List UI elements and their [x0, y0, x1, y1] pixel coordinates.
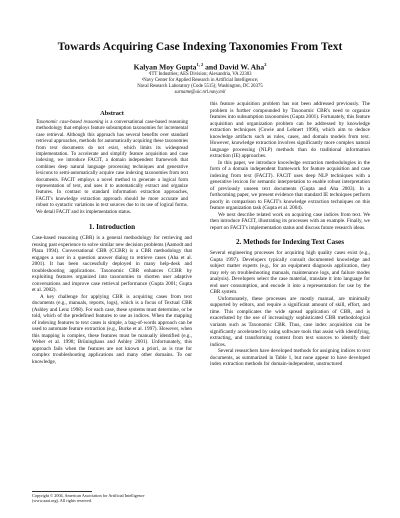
affiliation-line: ¹ITT Industries; AES Division; Alexandria, VA 22303	[148, 72, 252, 77]
email-address: surname@aic.nrl.navy.mil	[174, 90, 226, 96]
author-superscript-second: 2	[264, 62, 267, 67]
affiliations	[0, 72, 400, 96]
body-paragraph: We next describe related work on acquiring case indices from text. We then introduce FACIT, illustrating its processes with an example. Finally, we report on FACIT's implementation status and discuss future research ideas.	[210, 211, 370, 231]
body-paragraph: this feature acquisition problem has not been addressed previously. The problem is further compounded by Taxonomic CBR's need to organize features into subsumption taxonomies (Gupta 2001). Fortunately, this feature acquisition and organization problem can be addressed by knowledge extraction techniques (Cowie and Lehnert 1996), which aim to deduce knowledge artifacts such as rules, cases, and domain models from text. However, knowledge extraction involves significantly more complex natural language processing (NLP) methods than do traditional information extraction (IE) approaches.	[210, 101, 370, 160]
body-paragraph: In this paper, we introduce knowledge extraction methodologies in the form of a domain independent framework for feature acquisition and case indexing from text (FACIT). FACIT uses deep NLP techniques with a generative lexicon for semantic interpretation to enable robust interpretation of previously unseen text documents (Gupta and Aha 2003). In a forthcoming paper, we present evidence that standard IE techniques perform poorly in comparison to FACIT's knowledge extraction techniques on this feature organization task (Gupta et al. 2004).	[210, 159, 370, 212]
abstract-term: Taxonomic case-based reasoning	[36, 120, 104, 125]
abstract	[32, 110, 192, 216]
abstract-text	[36, 120, 188, 216]
section-heading-methods: 2. Methods for Indexing Text Cases	[235, 238, 345, 247]
affiliation-line: ²Navy Center for Applied Research in Artificial Intelligence;	[141, 78, 259, 84]
right-column	[210, 101, 370, 368]
abstract-body: is a conversational case-based reasoning methodology that employs feature subsumption taxonomies for incremental case retrieval. Although this approach has several benefits over standard retrieval approaches, methods for automatically acquiring these taxonomies from text documents do not exist, which limits its widespread implementation. To accelerate and simplify feature acquisition and case indexing, we introduce FACIT, a domain independent framework that combines deep natural language processing techniques and generative lexicons to semi-automatically acquire case indexing taxonomies from text documents. FACIT employs a novel method to generate a logical form representation of text, and uses it to automatically extract and organize features. In contrast to standard information extraction approaches, FACIT's knowledge extraction approach should be more accurate and robust to syntactic variations in text sources due to its use of logical forms. We detail FACIT and its implementation status.	[36, 120, 188, 215]
intro-paragraph: Case-based reasoning (CBR) is a general methodology for retrieving and reusing past experience to solve similar new decision problems (Aamodt and Plaza 1994). Conversational CBR (CCBR) is a CBR methodology that engages a user in a question answer dialog to retrieve cases (Aha et al. 2001). It has been successfully deployed in many help-desk and troubleshooting applications. Taxonomic CBR enhances CCBR by exploiting features organized into taxonomies to shorten user adaptive conversations and improve case retrieval performance (Gupta 2001; Gupta et al. 2002).	[32, 235, 192, 294]
author-superscript: 1, 2	[196, 62, 204, 67]
affiliation-line: Naval Research Laboratory (Code 5515); Washington, DC 20375	[137, 84, 263, 90]
author-names: Kalyan Moy Gupta	[133, 62, 197, 72]
methods-paragraph: Several researchers have developed methods for assigning indices to text documents, as summarized in Table 1, but none appear to have developed index extraction methods for domain-independent, unstructured	[210, 348, 370, 368]
methods-paragraph: Unfortunately, these processes are mostly manual, are minimally supported by editors, and require a significant amount of skill, effort, and time. This complicates the wide spread application of CBR, and is exacerbated by the use of increasingly sophisticated CBR methodological variants such as Taxonomic CBR. Thus, case index acquisition can be significantly accelerated by using software tools that assist with identifying, extracting, and transforming content from text sources to identify their indices.	[210, 295, 370, 348]
paper-authors	[0, 60, 400, 72]
footnote-divider	[32, 491, 92, 492]
left-column	[32, 110, 192, 365]
footnote-line: Copyright © 2004, American Association for Artificial Intelligence	[32, 493, 145, 498]
abstract-heading: Abstract	[100, 110, 124, 117]
copyright-footnote	[32, 493, 200, 503]
footnote-line: (www.aaai.org). All rights reserved.	[32, 498, 93, 504]
section-heading-introduction: 1. Introduction	[88, 223, 136, 232]
intro-paragraph: A key challenge for applying CBR is acquiring cases from text documents (e.g., manuals, reports, logs), which is a focus of Textual CBR (Ashley and Lenz 1998). For each case, these systems must determine, or be told, which of the predefined features to use as indices. When the mapping of indexing features to text cases is simple, a bag-of-words approach can be used to automate feature extraction (e.g., Burke et al. 1997). However, when this mapping is complex, these features must be manually identified (e.g., Weber et al. 1998; Brüninghaus and Ashley 2001). Unfortunately, this approach fails when the features are not known a priori, as is true for complex troubleshooting applications and many other domains. To our knowledge,	[32, 293, 192, 365]
methods-paragraph: Several engineering processes for acquiring high quality cases exist (e.g., Gupta 1997). Developers typically consult documented knowledge and subject matter experts (e.g., for an equipment diagnosis application, they may rely on troubleshooting manuals, maintenance logs, and failure modes analysis). Developers select the case material, translate it into language for end user consumption, and encode it into a representation for use by the CBR system.	[210, 250, 370, 296]
paper-title: Towards Acquiring Case Indexing Taxonomies From Text	[57, 40, 343, 53]
author-names-second: and David W. Aha	[205, 62, 265, 72]
